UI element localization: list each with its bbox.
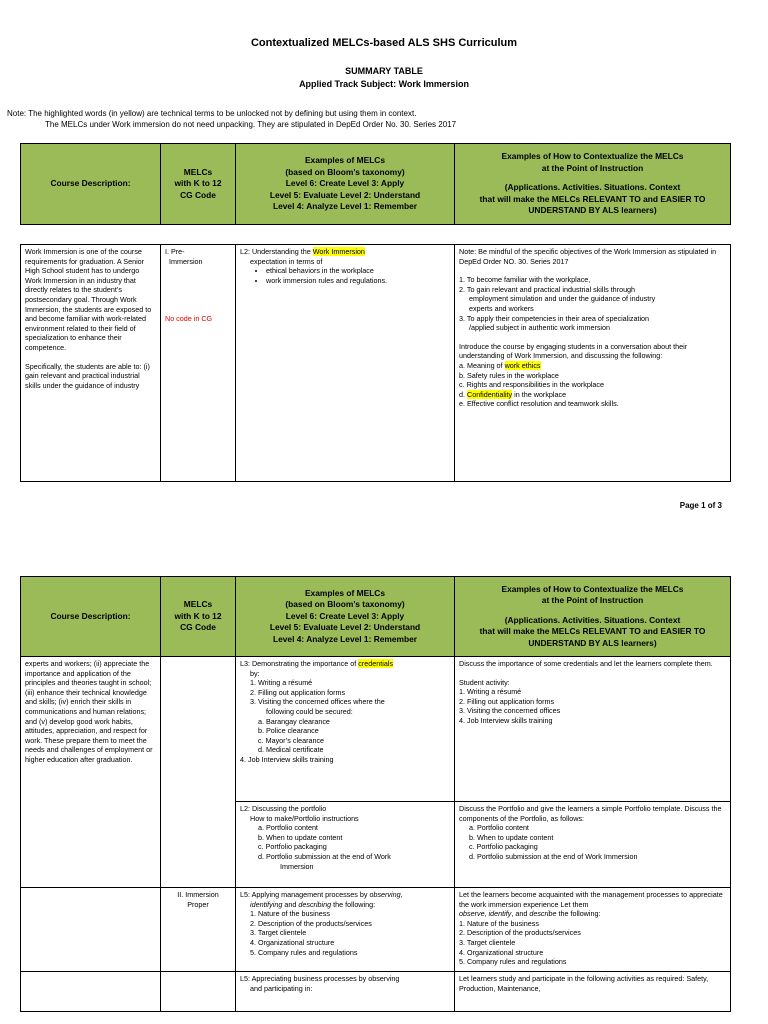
list-item: b. Police clearance [258,726,319,736]
course-paragraph: experts and workers; (ii) appreciate the importance and application of the principles and theories taught in school; (iii) enhance their technical knowledge and skills; (iv) enrich their skills in communications and human relations; and (v) develop good work habits, attitudes, appreciation, and respect for work. These prepare them to meet the needs and challenges of employment or higher education after graduation. [25,659,153,764]
list-item: 2. To gain relevant and practical industrial skills through [459,284,636,294]
melc-text: and [282,899,299,909]
melc-code-cell [161,245,236,482]
melc-example-cell [236,802,455,888]
contextualize-cell [455,802,731,888]
list-item: 3. Visiting the concerned offices where the [250,697,385,707]
list-item: 5. Company rules and regulations [459,957,567,967]
course-description-cell [21,888,161,972]
list-item: c. Rights and responsibilities in the workplace [459,380,605,390]
list-item: • work immersion rules and regulations. [266,276,450,286]
contextualize-cell [455,245,731,482]
list-item: c. Mayor’s clearance [258,735,325,745]
highlighted-term: Work Immersion [312,247,365,256]
list-item: a. Barangay clearance [258,716,330,726]
melc-text: L5: Applying management processes by [240,890,370,899]
list-item: /applied subject in authentic work immersion [469,323,611,333]
melc-text: , [400,890,403,899]
col-examples-line: Examples of MELCs [304,155,386,166]
list-item: 3. Target clientele [459,937,516,947]
highlighted-term: credentials [358,659,394,668]
list-item: employment simulation and under the guidance of industry [469,294,656,304]
header-table-1 [20,143,731,225]
col-melcs-line: MELCs [183,599,213,610]
list-item: 3. Visiting the concerned offices [459,706,561,716]
col-course-description: Course Description: [21,577,161,657]
phase-label: II. Immersion [177,890,219,899]
list-item: 1. Nature of the business [459,918,539,928]
col-examples-line: Level 4: Analyze Level 1: Remember [273,633,417,644]
list-item: 1. Writing a résumé [459,687,522,697]
list-item: 2. Filling out application forms [250,687,346,697]
col-melcs-line: with K to 12 [174,178,222,189]
summary-heading: SUMMARY TABLE [345,66,423,76]
melc-text: How to make/Portfolio instructions [250,813,359,823]
list-item: 4. Job Interview skills training [240,754,334,764]
list-item: b. Safety rules in the workplace [459,370,559,380]
phase-label: Immersion [169,256,203,266]
list-item: c. Portfolio packaging [469,842,538,852]
list-item: a. Portfolio content [258,823,318,833]
col-ctx-line: at the Point of Instruction [541,162,644,173]
melc-text: by: [250,668,260,678]
list-item: 5. Company rules and regulations [250,947,358,957]
list-item: in the workplace [512,389,567,399]
contextualize-cell [455,972,731,1012]
ctx-activity-label: Student activity: [459,677,510,687]
melc-text: L2: Discussing the portfolio [240,804,327,813]
ctx-intro: observe [459,909,485,919]
list-item: d. [459,389,467,399]
melc-example-cell [236,245,455,482]
ctx-intro: the following: [556,909,601,919]
melc-text: L3: Demonstrating the importance of [240,659,359,668]
col-examples-line: (based on Bloom’s taxonomy) [285,166,405,177]
melc-code-cell [161,657,236,888]
list-item: a. Portfolio content [469,823,529,833]
col-examples-line: Level 6: Create Level 3: Apply [285,610,405,621]
ctx-intro: , and [511,909,530,919]
list-item: d. Medical certificate [258,745,324,755]
list-item: 4. Job Interview skills training [459,715,553,725]
content-table-2 [20,576,731,1012]
list-item: 2. Description of the products/services [459,928,581,938]
melc-text: identifying [250,899,283,909]
highlighted-term: Confidentiality [467,389,513,399]
list-item: d. Portfolio submission at the end of Work [258,851,391,861]
list-item: 3. To apply their competencies in their area of specialization [459,313,650,323]
col-ctx-line: Examples of How to Contextualize the MELCs [501,151,684,162]
list-item: • ethical behaviors in the workplace [266,266,450,276]
list-item: e. Effective conflict resolution and teamwork skills. [459,399,619,409]
melc-text: observing [369,890,401,899]
melc-example-cell [236,657,455,802]
melc-code-cell [161,972,236,1012]
ctx-intro: Introduce the course by engaging students in a conversation about their understanding of Work Immersion, and discussing the following: [459,341,688,361]
col-ctx-line: (Applications. Activities. Situations. Context [504,614,681,625]
contextualize-cell [455,657,731,802]
list-item: 3. Target clientele [250,928,307,938]
list-item: b. When to update content [469,832,554,842]
course-description-cell [21,972,161,1012]
col-examples-line: Level 5: Evaluate Level 2: Understand [269,622,421,633]
course-description-cell [21,657,161,888]
col-melcs-line: CG Code [180,189,216,200]
col-melcs [161,577,236,657]
course-paragraph: Specifically, the students are able to: (i) gain relevant and practical industrial skills under the guidance of industry [25,361,150,390]
phase-label: I. Pre- [165,247,185,256]
list-item: Immersion [280,861,314,871]
col-examples-line: (based on Bloom’s taxonomy) [285,599,405,610]
col-ctx-line: at the Point of Instruction [541,595,644,606]
col-ctx-line: that will make the MELCs RELEVANT TO and EASIER TO UNDERSTAND BY ALS learners) [479,193,706,216]
col-examples [236,577,455,657]
col-examples-line: Level 5: Evaluate Level 2: Understand [269,189,421,200]
ctx-intro: identify [488,909,512,919]
page-number: Page 1 of 3 [679,501,722,510]
ctx-intro: Let the learners become acquainted with the management processes to appreciate the work immersion experience Let them [459,890,723,909]
content-table-1 [20,244,731,482]
list-item: 2. Description of the products/services [250,918,372,928]
ctx-intro: , [484,909,489,919]
highlighted-term: work ethics [504,360,541,370]
ctx-note: Note: Be mindful of the specific objectives of the Work Immersion as stipulated in DepEd Order NO. 30. Series 2017 [459,247,717,266]
col-contextualize [455,577,731,657]
melc-text: L2: Understanding the [240,247,313,256]
ctx-intro: Let learners study and participate in the following activities as required: Safety, Production, Maintenance, [459,974,709,993]
list-item: c. Portfolio packaging [258,842,327,852]
col-melcs [161,144,236,225]
col-examples [236,144,455,225]
list-item: following could be secured: [266,706,353,716]
list-item: d. Portfolio submission at the end of Work Immersion [469,851,638,861]
melc-text: the following: [331,899,376,909]
col-melcs-line: CG Code [180,622,216,633]
col-course-description: Course Description: [21,144,161,225]
subject-heading: Applied Track Subject: Work Immersion [299,79,469,89]
course-description-cell [21,245,161,482]
col-ctx-line: that will make the MELCs RELEVANT TO and EASIER TO UNDERSTAND BY ALS learners) [479,626,706,648]
list-item: 4. Organizational structure [459,947,544,957]
list-item: experts and workers [469,303,534,313]
ctx-intro: Discuss the importance of some credentials and let the learners complete them. [459,659,713,668]
list-item: 4. Organizational structure [250,937,335,947]
melc-example-cell [236,972,455,1012]
document-title: Contextualized MELCs-based ALS SHS Curriculum [250,37,518,49]
list-item: 1. To become familiar with the workplace, [459,275,591,285]
col-melcs-line: with K to 12 [174,610,222,621]
ctx-intro: Discuss the Portfolio and give the learners a simple Portfolio template. Discuss the components of the Portfolio, as follows: [459,804,722,823]
list-item: 2. Filling out application forms [459,696,555,706]
list-item: b. When to update content [258,832,343,842]
col-ctx-line: Examples of How to Contextualize the MELCs [501,583,684,594]
course-paragraph: Work Immersion is one of the course requirements for graduation. A Senior High School student has to undergo Work Immersion in an industry that directly relates to the student’s postsecondary goal. Through Work Immersion, the students are exposed to and become familiar with work-related environment related to their field of specialization to enhance their competence. [25,247,152,352]
phase-label: Proper [187,899,209,909]
melc-example-cell [236,888,455,972]
col-contextualize [455,144,731,225]
col-ctx-line: (Applications. Activities. Situations. Context [504,182,681,193]
note-line-2: The MELCs under Work immersion do not need unpacking. They are stipulated in DepEd Order No. 30. Series 2017 [45,120,457,129]
col-melcs-line: MELCs [183,166,213,177]
list-item: a. Meaning of [459,360,505,370]
melc-bullet-list [240,266,450,285]
note-block [7,108,757,130]
melc-text: expectation in terms of [250,256,323,266]
contextualize-cell [455,888,731,972]
no-code-label: No code in CG [165,314,213,324]
note-line-1: Note: The highlighted words (in yellow) are technical terms to be unlocked not by defining but using them in context. [7,109,417,118]
ctx-intro: describe [529,909,557,919]
col-examples-line: Examples of MELCs [304,587,386,598]
melc-code-cell [161,888,236,972]
melc-text: describing [298,899,332,909]
melc-text: and participating in: [250,983,313,993]
col-examples-line: Level 6: Create Level 3: Apply [285,178,405,189]
col-examples-line: Level 4: Analyze Level 1: Remember [273,201,417,212]
list-item: 1. Nature of the business [250,909,330,919]
melc-text: L5: Appreciating business processes by observing [240,974,400,983]
list-item: 1. Writing a résumé [250,678,313,688]
